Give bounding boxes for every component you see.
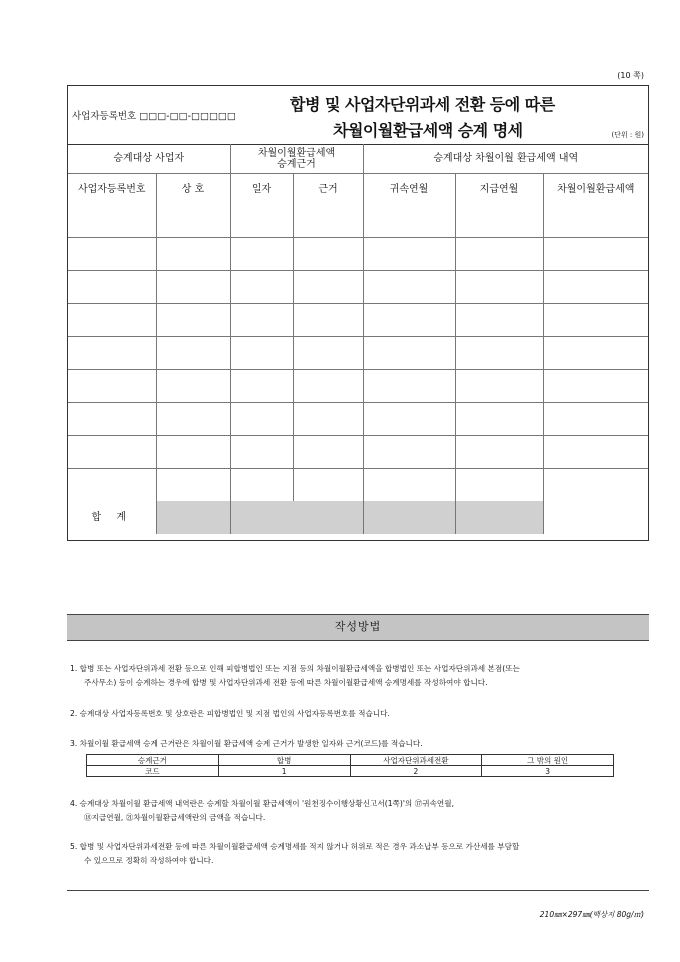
- table-row: [68, 370, 648, 403]
- unit-label: (단위 : 원): [611, 131, 644, 139]
- table-cell[interactable]: [230, 238, 293, 271]
- code-value: 코드: [87, 766, 219, 777]
- table-row: [68, 469, 648, 502]
- table-cell[interactable]: [455, 370, 543, 403]
- table-cell[interactable]: [543, 403, 648, 436]
- table-cell[interactable]: [363, 469, 455, 502]
- table-cell[interactable]: [455, 205, 543, 238]
- group-header-basis: 차월이월환급세액 승계근거: [230, 144, 363, 174]
- code-header: 합병: [218, 755, 350, 766]
- code-table: [86, 754, 614, 777]
- table-cell[interactable]: [543, 469, 648, 502]
- total-cell[interactable]: [230, 501, 363, 534]
- column-header-row: [68, 174, 648, 206]
- group-header-target: 승계대상 사업자: [68, 144, 230, 174]
- total-row: [68, 501, 648, 534]
- table-cell[interactable]: [156, 403, 230, 436]
- table-cell[interactable]: [455, 271, 543, 304]
- table-cell[interactable]: [543, 238, 648, 271]
- instruction-4: [70, 797, 644, 825]
- code-header: 사업자단위과세전환: [350, 755, 482, 766]
- table-cell[interactable]: [455, 469, 543, 502]
- table-cell[interactable]: [230, 271, 293, 304]
- instruction-line: 1. 합병 또는 사업자단위과세 전환 등으로 인해 피합병법인 또는 지점 등의 차월이월환급세액을 합병법인 또는 사업자단위과세 본점(또는: [70, 664, 520, 673]
- instruction-line: 2. 승계대상 사업자등록번호 및 상호란은 피합병법인 및 지점 법인의 사업자등록번호를 적습니다.: [70, 709, 390, 718]
- code-value: 1: [218, 766, 350, 777]
- table-cell[interactable]: [293, 238, 363, 271]
- table-cell[interactable]: [293, 370, 363, 403]
- table-cell[interactable]: [68, 370, 156, 403]
- form-title-line2: 차월이월환급세액 승계 명세: [333, 121, 523, 140]
- table-cell[interactable]: [455, 238, 543, 271]
- table-cell[interactable]: [293, 436, 363, 469]
- col-date: 일자: [230, 174, 293, 206]
- instruction-line: ⑱지급연월, ㉑차월이월환급세액란의 금액을 적습니다.: [84, 813, 266, 822]
- total-cell[interactable]: [455, 501, 543, 534]
- table-row: [68, 304, 648, 337]
- form-header: [68, 86, 648, 145]
- table-cell[interactable]: [293, 337, 363, 370]
- code-table-header: [87, 755, 614, 766]
- col-basis: 근거: [293, 174, 363, 206]
- table-cell[interactable]: [455, 337, 543, 370]
- col-payment-month: 지급연월: [455, 174, 543, 206]
- table-cell[interactable]: [363, 205, 455, 238]
- group-header-detail: 승계대상 차월이월 환급세액 내역: [363, 144, 648, 174]
- table-cell[interactable]: [455, 304, 543, 337]
- table-cell[interactable]: [543, 304, 648, 337]
- total-amount-cell[interactable]: [543, 501, 648, 534]
- table-cell[interactable]: [543, 337, 648, 370]
- instruction-2: [70, 707, 644, 721]
- table-cell[interactable]: [543, 370, 648, 403]
- instruction-1: [70, 662, 644, 690]
- table-cell[interactable]: [293, 403, 363, 436]
- page-number: (10 쪽): [617, 71, 644, 80]
- total-cell[interactable]: [363, 501, 455, 534]
- table-cell[interactable]: [363, 238, 455, 271]
- footer-divider: [67, 890, 649, 891]
- table-cell[interactable]: [543, 205, 648, 238]
- table-cell[interactable]: [156, 436, 230, 469]
- table-cell[interactable]: [543, 436, 648, 469]
- table-cell[interactable]: [156, 271, 230, 304]
- table-cell[interactable]: [455, 436, 543, 469]
- table-cell[interactable]: [68, 238, 156, 271]
- table-cell[interactable]: [68, 436, 156, 469]
- table-row: [68, 238, 648, 271]
- table-cell[interactable]: [363, 436, 455, 469]
- table-cell[interactable]: [156, 370, 230, 403]
- table-cell[interactable]: [230, 436, 293, 469]
- table-cell[interactable]: [230, 205, 293, 238]
- group-header-row: [68, 144, 648, 174]
- table-cell[interactable]: [68, 337, 156, 370]
- table-cell[interactable]: [230, 469, 293, 502]
- howto-banner: 작성방법: [67, 614, 649, 641]
- table-row: [68, 337, 648, 370]
- table-cell[interactable]: [156, 205, 230, 238]
- table-cell[interactable]: [68, 205, 156, 238]
- business-registration-number: 사업자등록번호 □□□-□□-□□□□□: [72, 111, 236, 122]
- table-cell[interactable]: [230, 337, 293, 370]
- table-cell[interactable]: [293, 469, 363, 502]
- table-cell[interactable]: [293, 205, 363, 238]
- table-cell[interactable]: [230, 304, 293, 337]
- form-title-line1: 합병 및 사업자단위과세 전환 등에 따른: [290, 95, 555, 114]
- code-table-values: [87, 766, 614, 777]
- code-header: 승계근거: [87, 755, 219, 766]
- table-cell[interactable]: [156, 238, 230, 271]
- table-cell[interactable]: [543, 271, 648, 304]
- table-cell[interactable]: [293, 304, 363, 337]
- instruction-line: 4. 승계대상 차월이월 환급세액 내역란은 승계할 차월이월 환급세액이 '원천징수이행상황신고서(1쪽)'의 ⑰귀속연월,: [70, 799, 455, 808]
- succession-table: [68, 144, 648, 534]
- table-cell[interactable]: [363, 337, 455, 370]
- table-cell[interactable]: [455, 403, 543, 436]
- table-cell[interactable]: [230, 370, 293, 403]
- instruction-line: 수 있으므로 정확히 작성하여야 합니다.: [84, 856, 214, 865]
- table-cell[interactable]: [363, 403, 455, 436]
- col-reg-number: 사업자등록번호: [68, 174, 156, 206]
- instruction-5: [70, 840, 644, 868]
- col-attribution-month: 귀속연월: [363, 174, 455, 206]
- table-cell[interactable]: [156, 337, 230, 370]
- table-cell[interactable]: [230, 403, 293, 436]
- instruction-line: 3. 차월이월 환급세액 승계 근거란은 차월이월 환급세액 승계 근거가 발생한 일자와 근거(코드)를 적습니다.: [70, 739, 423, 748]
- table-row: [68, 271, 648, 304]
- instruction-3: [70, 737, 644, 751]
- total-cell[interactable]: [156, 501, 230, 534]
- col-trade-name: 상 호: [156, 174, 230, 206]
- table-cell[interactable]: [363, 370, 455, 403]
- table-cell[interactable]: [156, 469, 230, 502]
- instruction-line: 5. 합병 및 사업자단위과세전환 등에 따른 차월이월환급세액 승계명세를 적지 않거나 허위로 적은 경우 과소납부 등으로 가산세를 부담할: [70, 842, 520, 851]
- col-refund-amount: 차월이월환급세액: [543, 174, 648, 206]
- table-cell[interactable]: [293, 271, 363, 304]
- code-header: 그 밖의 원인: [482, 755, 614, 766]
- table-cell[interactable]: [363, 304, 455, 337]
- code-value: 2: [350, 766, 482, 777]
- paper-spec: 210㎜×297㎜(백상지 80g/㎡): [539, 910, 644, 919]
- total-label: 합 계: [68, 501, 156, 534]
- succession-form: [67, 85, 649, 541]
- table-cell[interactable]: [363, 271, 455, 304]
- instruction-line: 주사무소) 등이 승계하는 경우에 합병 및 사업자단위과세 전환 등에 따른 차월이월환급세액 승계명세를 작성하여야 합니다.: [84, 678, 488, 687]
- code-value: 3: [482, 766, 614, 777]
- table-cell[interactable]: [156, 304, 230, 337]
- table-row: [68, 205, 648, 238]
- table-cell[interactable]: [68, 304, 156, 337]
- table-cell[interactable]: [68, 271, 156, 304]
- table-row: [68, 436, 648, 469]
- table-row: [68, 403, 648, 436]
- table-cell[interactable]: [68, 469, 156, 502]
- table-cell[interactable]: [68, 403, 156, 436]
